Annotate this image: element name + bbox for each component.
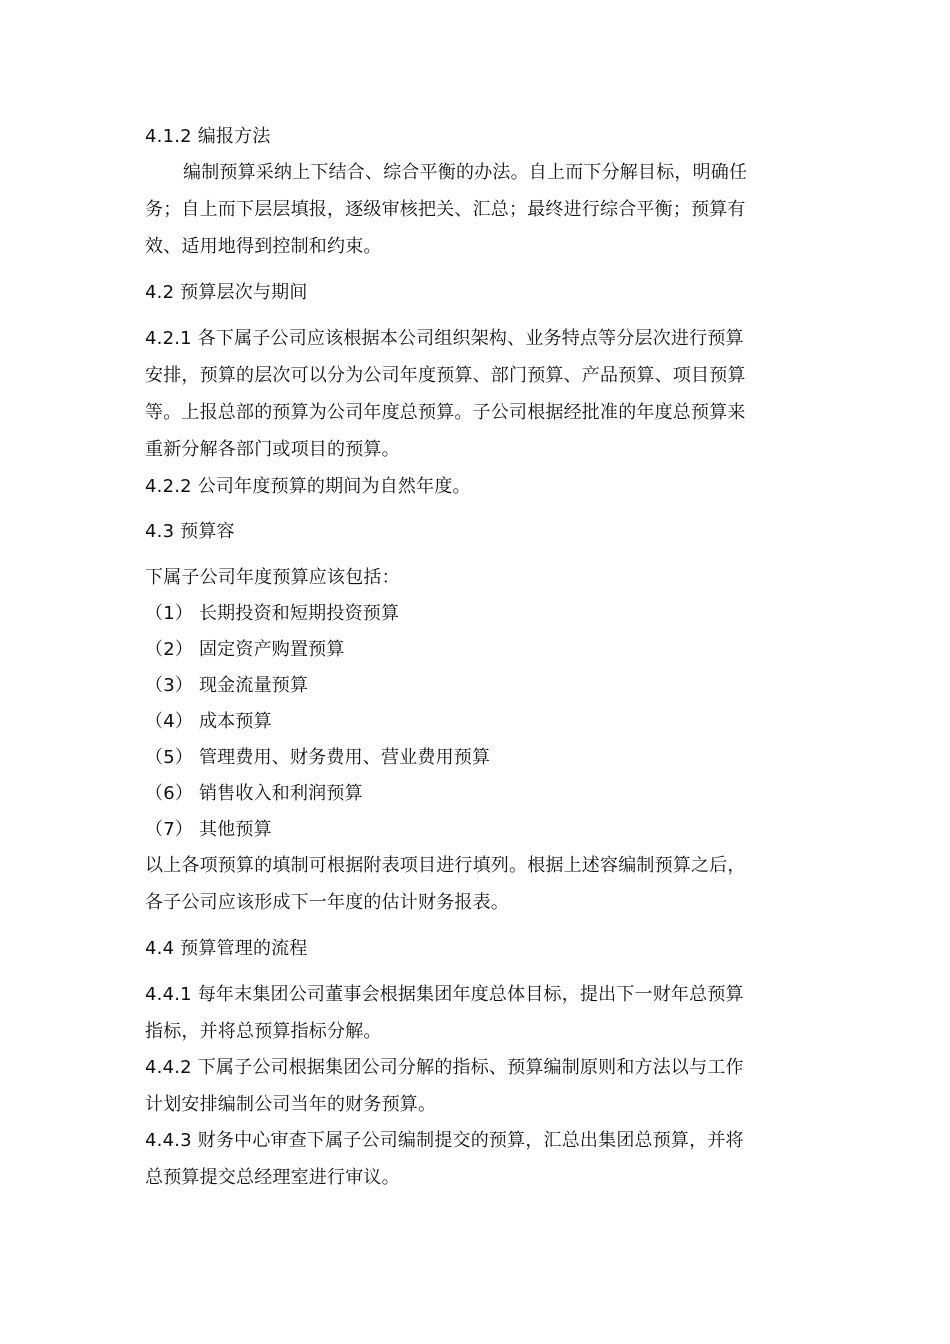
paragraph-line: 指标，并将总预算指标分解。: [145, 1021, 382, 1042]
paragraph-line: 计划安排编制公司当年的财务预算。: [145, 1094, 437, 1115]
list-item: （2） 固定资产购置预算: [145, 639, 345, 660]
paragraph-line: 安排，预算的层次可以分为公司年度预算、部门预算、产品预算、项目预算: [145, 365, 746, 386]
paragraph-line: 以上各项预算的填制可根据附表项目进行填列。根据上述容编制预算之后，: [145, 855, 746, 876]
list-item: （6） 销售收入和利润预算: [145, 783, 363, 804]
paragraph-line: 重新分解各部门或项目的预算。: [145, 439, 400, 460]
paragraph-line: 务；自上而下层层填报，逐级审核把关、汇总；最终进行综合平衡；预算有: [145, 199, 746, 220]
paragraph-line: 4.4.1 每年末集团公司董事会根据集团年度总体目标，提出下一财年总预算: [145, 984, 744, 1005]
paragraph-line: 4.4.3 财务中心审查下属子公司编制提交的预算，汇总出集团总预算，并将: [145, 1130, 744, 1151]
paragraph-line: 等。上报总部的预算为公司年度总预算。子公司根据经批准的年度总预算来: [145, 402, 746, 423]
list-item: （1） 长期投资和短期投资预算: [145, 603, 400, 624]
paragraph-line: 编制预算采纳上下结合、综合平衡的办法。自上而下分解目标，明确任: [183, 162, 748, 183]
paragraph-line: 总预算提交总经理室进行审议。: [145, 1167, 400, 1188]
paragraph-line: 下属子公司年度预算应该包括：: [145, 567, 400, 588]
section-heading-4-1-2: 4.1.2 编报方法: [145, 126, 271, 147]
paragraph-line: 4.4.2 下属子公司根据集团公司分解的指标、预算编制原则和方法以与工作: [145, 1057, 744, 1078]
paragraph-line: 4.2.1 各下属子公司应该根据本公司组织架构、业务特点等分层次进行预算: [145, 328, 744, 349]
list-item: （4） 成本预算: [145, 711, 272, 732]
section-heading-4-4: 4.4 预算管理的流程: [145, 938, 308, 959]
list-item: （3） 现金流量预算: [145, 675, 309, 696]
list-item: （5） 管理费用、财务费用、营业费用预算: [145, 747, 491, 768]
list-item: （7） 其他预算: [145, 819, 272, 840]
paragraph-line: 各子公司应该形成下一年度的估计财务报表。: [145, 892, 509, 913]
paragraph-line: 4.2.2 公司年度预算的期间为自然年度。: [145, 476, 471, 497]
paragraph-line: 效、适用地得到控制和约束。: [145, 236, 382, 257]
section-heading-4-2: 4.2 预算层次与期间: [145, 282, 308, 303]
section-heading-4-3: 4.3 预算容: [145, 521, 235, 542]
